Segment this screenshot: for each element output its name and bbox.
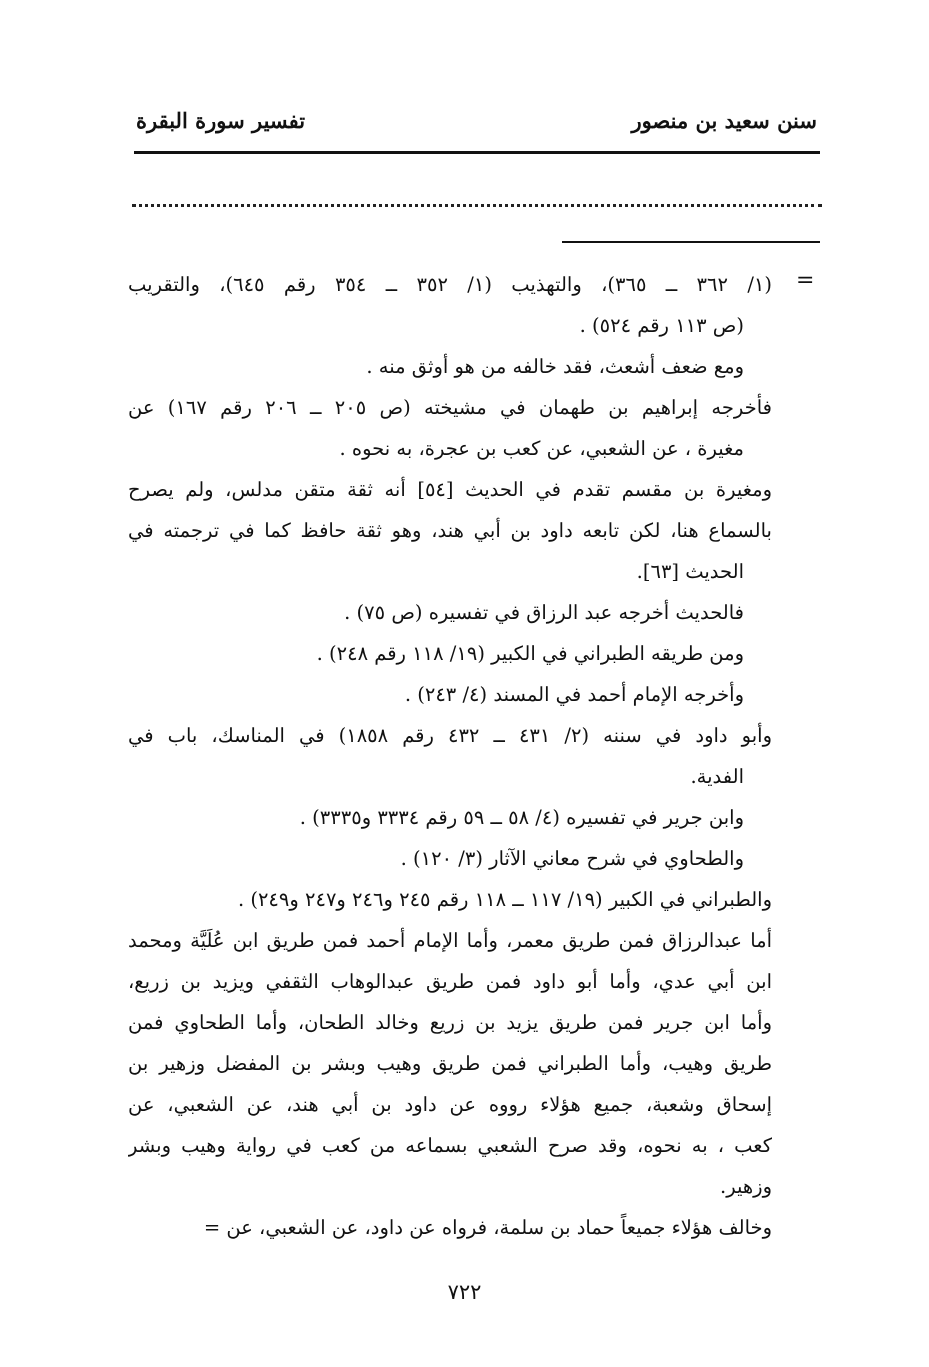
running-header-section-title: تفسير سورة البقرة: [136, 108, 306, 133]
text-line: وأبو داود في سننه (٢/ ٤٣١ ــ ٤٣٢ رقم ١٨٥٨) في المناسك، باب في: [128, 724, 772, 747]
text-line: مغيرة ، عن الشعبي، عن كعب بن عجرة، به نحوه .: [339, 437, 744, 460]
footnote-separator-rule: [562, 241, 820, 243]
text-line: الحديث [٦٣].: [636, 560, 744, 583]
page-number: ٧٢٢: [447, 1280, 482, 1304]
text-line: الفدية.: [690, 765, 744, 788]
text-line: وأما ابن جرير فمن طريق يزيد بن زريع وخالد الطحان، وأما الطحاوي فمن: [128, 1011, 772, 1034]
text-line: فأخرجه إبراهيم بن طهمان في مشيخته (ص ٢٠٥ ــ ٢٠٦ رقم ١٦٧) عن: [128, 396, 772, 419]
text-line: طريق وهيب، وأما الطبراني فمن طريق وهيب وبشر بن المفضل وزهير بن: [128, 1052, 772, 1075]
header-rule: [134, 151, 820, 154]
text-line: كعب ، به نحوه، وقد صرح الشعبي بسماعه من كعب في رواية وهيب وبشر: [128, 1134, 772, 1157]
dotted-separator: [132, 204, 822, 207]
text-line: وزهير.: [720, 1175, 772, 1198]
text-line: إسحاق وشعبة، جميع هؤلاء رووه عن داود بن أبي هند، عن الشعبي، عن: [128, 1093, 772, 1116]
text-line: بالسماع هنا، لكن تابعه داود بن أبي هند، وهو ثقة حافظ كما في ترجمته في: [128, 519, 772, 542]
footnote-text: [128, 264, 772, 1248]
text-line: ومغيرة بن مقسم تقدم في الحديث [٥٤] أنه ثقة متقن مدلس، ولم يصرح: [128, 478, 772, 501]
text-line: والطحاوي في شرح معاني الآثار (٣/ ١٢٠) .: [400, 847, 744, 870]
text-line: والطبراني في الكبير (١٩/ ١١٧ ــ ١١٨ رقم ٢٤٥ و٢٤٦ و٢٤٧ و٢٤٩) .: [237, 888, 772, 911]
text-line: ومع ضعف أشعث، فقد خالفه من هو أوثق منه .: [366, 355, 744, 378]
text-line: وابن جرير في تفسيره (٤/ ٥٨ ــ ٥٩ رقم ٣٣٣٤ و٣٣٣٥) .: [299, 806, 744, 829]
text-line: (١/ ٣٦٢ ــ ٣٦٥)، والتهذيب (١/ ٣٥٢ ــ ٣٥٤ رقم ٦٤٥)، والتقريب: [128, 273, 772, 296]
text-line: ابن أبي عدي، وأما أبو داود فمن طريق عبدالوهاب الثقفي ويزيد بن زريع،: [128, 970, 772, 993]
text-line: ومن طريقه الطبراني في الكبير (١٩/ ١١٨ رقم ٢٤٨) .: [316, 642, 744, 665]
text-line: (ص ١١٣ رقم ٥٢٤) .: [579, 314, 744, 337]
text-line: أما عبدالرزاق فمن طريق معمر، وأما الإمام أحمد فمن طريق ابن عُلَيَّة ومحمد: [128, 929, 772, 952]
text-line: فالحديث أخرجه عبد الرزاق في تفسيره (ص ٧٥) .: [344, 601, 744, 624]
running-header-book-title: سنن سعيد بن منصور: [631, 108, 817, 133]
text-line: وأخرجه الإمام أحمد في المسند (٤/ ٢٤٣) .: [404, 683, 744, 706]
text-line: وخالف هؤلاء جميعاً حماد بن سلمة، فرواه عن داود، عن الشعبي، عن =: [203, 1216, 772, 1239]
footnote-continuation-mark: =: [796, 268, 815, 293]
